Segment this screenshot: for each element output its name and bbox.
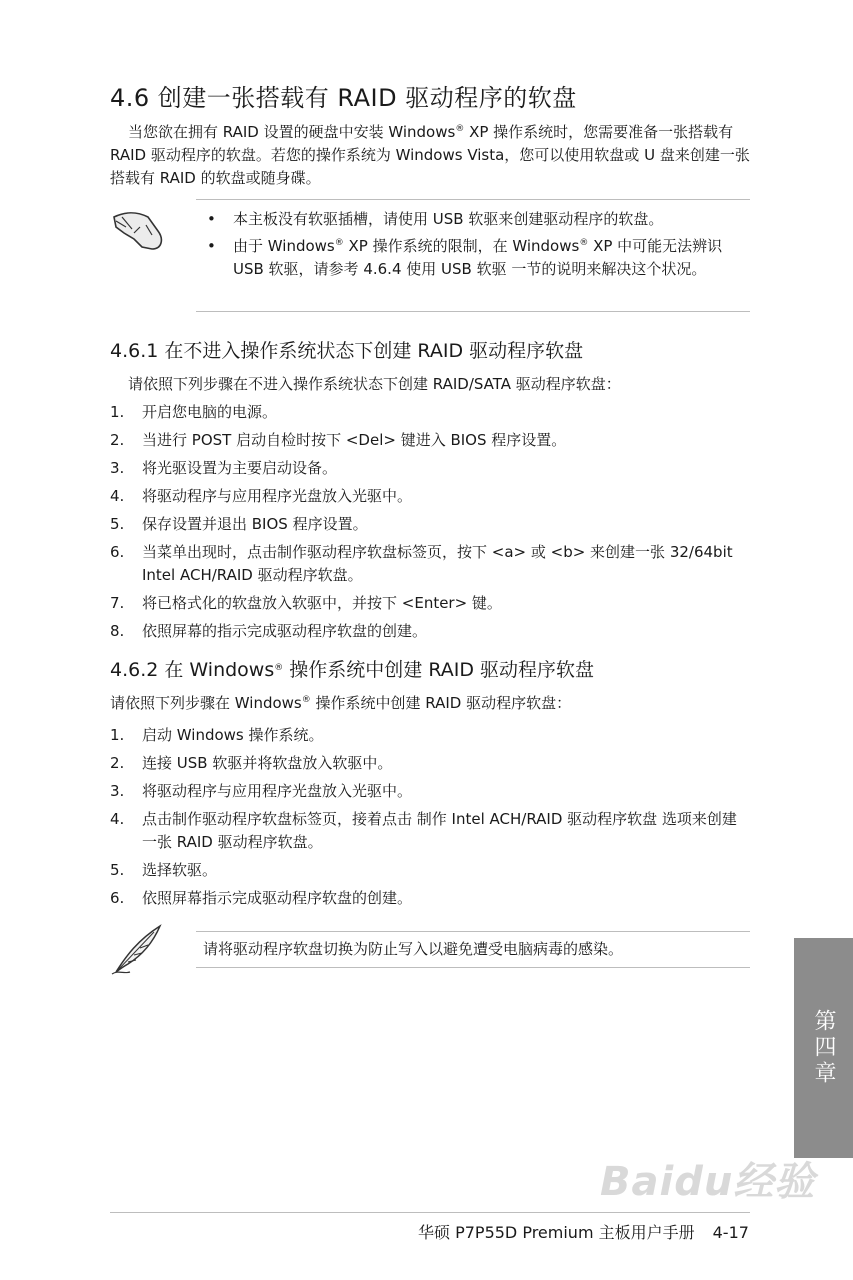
step-item: [110, 780, 750, 803]
step-number: 6.: [110, 889, 125, 907]
steps-list-461: [110, 401, 750, 648]
note-text: 请将驱动程序软盘切换为防止写入以避免遭受电脑病毒的感染。: [203, 940, 624, 958]
step-item: [110, 887, 750, 910]
caution-hand-icon: [110, 203, 168, 253]
step-number: 3.: [110, 782, 125, 800]
step-text: 将光驱设置为主要启动设备。: [142, 459, 338, 477]
footer: [418, 1220, 749, 1243]
step-number: 6.: [110, 543, 125, 561]
step-item: [110, 724, 750, 747]
section-461-intro: 请依照下列步骤在不进入操作系统状态下创建 RAID/SATA 驱动程序软盘：: [128, 375, 621, 393]
notice-item: • 本主板没有软驱插槽，请使用 USB 软驱来创建驱动程序的软盘。: [207, 210, 664, 228]
page-number: 4-17: [712, 1223, 749, 1242]
step-text: 点击制作驱动程序软盘标签页，接着点击 制作 Intel ACH/RAID 驱动程序软盘 选项来创建一张 RAID 驱动程序软盘。: [142, 810, 737, 851]
notice-item: • 由于 Windows® XP 操作系统的限制，在 Windows® XP 中可能无法辨识 USB 软驱，请参考 4.6.4 使用 USB 软驱 一节的说明来解决这个状况。: [207, 237, 723, 278]
step-item: [110, 620, 750, 643]
intro-paragraph: 当您欲在拥有 RAID 设置的硬盘中安装 Windows® XP 操作系统时，您需要准备一张搭载有 RAID 驱动程序的软盘。若您的操作系统为 Windows Vista，您可以使用软盘或 U 盘来创建一张搭载有 RAID 的软盘或随身碟。: [110, 123, 750, 187]
step-text: 当菜单出现时，点击制作驱动程序软盘标签页，按下 <a> 或 <b> 来创建一张 32/64bit Intel ACH/RAID 驱动程序软盘。: [142, 543, 733, 584]
step-number: 7.: [110, 594, 125, 612]
note-top-rule: [196, 931, 750, 932]
step-text: 将驱动程序与应用程序光盘放入光驱中。: [142, 487, 413, 505]
step-number: 2.: [110, 431, 125, 449]
note-feather-icon: [108, 922, 164, 976]
step-item: [110, 457, 750, 480]
step-text: 将已格式化的软盘放入软驱中，并按下 <Enter> 键。: [142, 594, 502, 612]
step-number: 4.: [110, 810, 125, 828]
step-number: 5.: [110, 515, 125, 533]
step-number: 3.: [110, 459, 125, 477]
step-text: 开启您电脑的电源。: [142, 403, 278, 421]
section-heading-462: 4.6.2 在 Windows® 操作系统中创建 RAID 驱动程序软盘: [110, 659, 595, 681]
notice-bottom-rule: [196, 311, 750, 312]
step-item: [110, 859, 750, 882]
step-text: 保存设置并退出 BIOS 程序设置。: [142, 515, 368, 533]
step-item: [110, 592, 750, 615]
step-item: [110, 401, 750, 424]
step-item: [110, 513, 750, 536]
step-item: [110, 485, 750, 508]
step-number: 5.: [110, 861, 125, 879]
chapter-tab: 第四章: [794, 938, 853, 1158]
step-item: [110, 541, 750, 587]
step-text: 将驱动程序与应用程序光盘放入光驱中。: [142, 782, 413, 800]
section-462-intro: 请依照下列步骤在 Windows® 操作系统中创建 RAID 驱动程序软盘：: [110, 694, 572, 712]
watermark: Baidu经验: [600, 1159, 816, 1205]
footer-rule: [110, 1212, 750, 1213]
step-text: 依照屏幕指示完成驱动程序软盘的创建。: [142, 889, 413, 907]
section-heading-461: 4.6.1 在不进入操作系统状态下创建 RAID 驱动程序软盘: [110, 340, 584, 362]
step-item: [110, 808, 750, 854]
step-item: [110, 752, 750, 775]
page-title: 4.6 创建一张搭载有 RAID 驱动程序的软盘: [110, 84, 577, 112]
step-text: 选择软驱。: [142, 861, 218, 879]
notice-top-rule: [196, 199, 750, 200]
step-text: 依照屏幕的指示完成驱动程序软盘的创建。: [142, 622, 428, 640]
step-item: [110, 429, 750, 452]
notice-list: [205, 208, 750, 281]
step-number: 2.: [110, 754, 125, 772]
step-number: 1.: [110, 403, 125, 421]
footer-title: 华硕 P7P55D Premium 主板用户手册: [418, 1223, 695, 1242]
step-number: 1.: [110, 726, 125, 744]
step-text: 启动 Windows 操作系统。: [142, 726, 324, 744]
step-text: 当进行 POST 启动自检时按下 <Del> 键进入 BIOS 程序设置。: [142, 431, 567, 449]
step-text: 连接 USB 软驱并将软盘放入软驱中。: [142, 754, 393, 772]
steps-list-462: [110, 724, 750, 915]
step-number: 8.: [110, 622, 125, 640]
note-bottom-rule: [196, 967, 750, 968]
step-number: 4.: [110, 487, 125, 505]
